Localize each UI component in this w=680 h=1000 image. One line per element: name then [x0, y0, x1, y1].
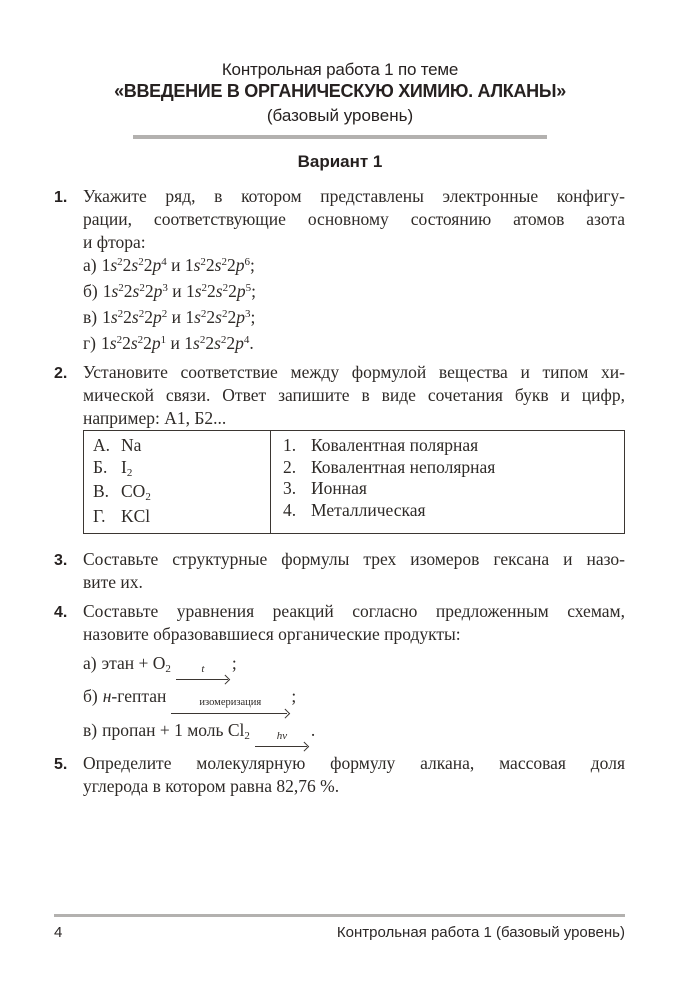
- reaction-scheme-b: [83, 683, 625, 717]
- question-2-line: Установите соответствие между формулой вещества и типом хи-: [83, 362, 625, 382]
- question-1-option-b: [83, 280, 625, 306]
- reaction-schemes: [83, 650, 625, 750]
- row-key: А.: [93, 435, 111, 455]
- scheme-punctuation: ;: [291, 686, 297, 706]
- arrow-shaft: [176, 675, 230, 683]
- arrow-condition: изомеризация: [199, 697, 262, 708]
- option-label: б): [83, 281, 98, 301]
- question-2-line: например: А1, Б2...: [83, 408, 227, 428]
- question-5: [54, 752, 625, 798]
- option-label: а): [83, 255, 97, 275]
- doc-title-line2: «ВВЕДЕНИЕ В ОРГАНИЧЕСКУЮ ХИМИЮ. АЛКАНЫ»: [114, 81, 566, 101]
- electron-config: $1s^22s^22p^2$ и $1s^22s^22p^3$;: [102, 307, 256, 327]
- page-number: 4: [54, 924, 63, 941]
- row-key: В.: [93, 481, 110, 501]
- questions-area: [54, 185, 625, 798]
- question-4-number: 4.: [54, 604, 68, 621]
- question-3-line: вите их.: [83, 572, 143, 592]
- question-1: [54, 185, 625, 358]
- reactants: этан + O2: [101, 653, 171, 675]
- option-label: г): [83, 333, 97, 353]
- option-label: в): [83, 307, 98, 327]
- doc-title-line1: Контрольная работа 1 по теме: [221, 60, 459, 79]
- question-2-number: 2.: [54, 365, 68, 382]
- reaction-scheme-v: [83, 717, 625, 750]
- row-key: Б.: [93, 456, 108, 477]
- arrow-shaft: [255, 742, 309, 750]
- question-3: [54, 548, 625, 594]
- question-4-line: Составьте уравнения реакций согласно предложенным схемам,: [83, 601, 625, 621]
- footer-running-title: Контрольная работа 1 (базовый уровень): [336, 924, 625, 941]
- substance-formula: KCl: [121, 505, 151, 526]
- question-1-option-v: [83, 306, 625, 332]
- header-divider: [133, 135, 547, 139]
- reactants: пропан + 1 моль Cl2: [102, 720, 250, 742]
- question-1-line: и фтора:: [83, 232, 146, 252]
- table-row: [283, 478, 618, 500]
- question-4: [54, 600, 625, 750]
- substance-formula: I2: [121, 456, 133, 479]
- scheme-label: в): [83, 720, 98, 740]
- electron-config: $1s^22s^22p^3$ и $1s^22s^22p^5$;: [102, 281, 256, 301]
- table-row: [93, 457, 264, 482]
- match-table-bond-types: [271, 431, 624, 533]
- scheme-label: а): [83, 653, 97, 673]
- match-table-substances: [84, 431, 271, 533]
- substance-formula: CO2: [121, 481, 151, 503]
- arrow-condition: t: [201, 663, 205, 675]
- document-header: [0, 0, 680, 172]
- reactants: н-гептан: [102, 686, 167, 706]
- question-3-number: 3.: [54, 552, 68, 569]
- reaction-arrow-icon: [171, 697, 289, 717]
- reaction-scheme-a: [83, 650, 625, 683]
- question-1-option-g: [83, 332, 625, 358]
- electron-config: $1s^22s^22p^4$ и $1s^22s^22p^6$;: [101, 255, 255, 275]
- bond-type: Ионная: [311, 478, 367, 498]
- scheme-punctuation: ;: [231, 653, 237, 673]
- substance-formula: Na: [121, 435, 142, 455]
- table-row: [93, 506, 264, 528]
- bond-type: Металлическая: [311, 499, 426, 520]
- table-row: [283, 500, 618, 522]
- bond-type: Ковалентная неполярная: [311, 456, 496, 477]
- arrow-condition: hν: [276, 730, 288, 742]
- table-row: [283, 435, 618, 457]
- scheme-label: б): [83, 686, 98, 706]
- question-1-number: 1.: [54, 189, 68, 206]
- variant-heading: Вариант 1: [297, 152, 383, 171]
- question-1-option-a: [83, 254, 625, 280]
- question-3-line: Составьте структурные формулы трех изомеров гексана и назо-: [83, 549, 625, 569]
- arrow-shaft: [171, 709, 289, 717]
- table-row: [93, 481, 264, 506]
- reaction-arrow-icon: [176, 663, 230, 683]
- question-2: [54, 361, 625, 534]
- row-key: 3.: [283, 478, 297, 498]
- question-4-line: назовите образовавшиеся органические продукты:: [83, 624, 461, 644]
- question-5-number: 5.: [54, 756, 68, 773]
- table-row: [283, 457, 618, 479]
- table-row: [93, 435, 264, 457]
- question-2-line: мической связи. Ответ запишите в виде сочетания букв и цифр,: [83, 385, 625, 405]
- question-1-line: рации, соответствующие основному состоянию атомов азота: [83, 209, 625, 229]
- reaction-arrow-icon: [255, 730, 309, 750]
- bond-type: Ковалентная полярная: [311, 435, 479, 455]
- row-key: 4.: [283, 499, 297, 520]
- question-1-line: Укажите ряд, в котором представлены электронные конфигу-: [83, 186, 625, 206]
- match-table: [83, 430, 625, 534]
- row-key: 2.: [283, 456, 297, 477]
- row-key: 1.: [283, 435, 297, 455]
- doc-title-line3: (базовый уровень): [266, 106, 414, 125]
- document-footer: [54, 914, 625, 941]
- scheme-punctuation: .: [310, 720, 316, 740]
- question-5-line: углерода в котором равна 82,76 %.: [83, 776, 340, 796]
- row-key: Г.: [93, 505, 106, 526]
- question-5-line: Определите молекулярную формулу алкана, массовая доля: [83, 753, 625, 773]
- electron-config: $1s^22s^22p^1$ и $1s^22s^22p^4$.: [101, 333, 254, 353]
